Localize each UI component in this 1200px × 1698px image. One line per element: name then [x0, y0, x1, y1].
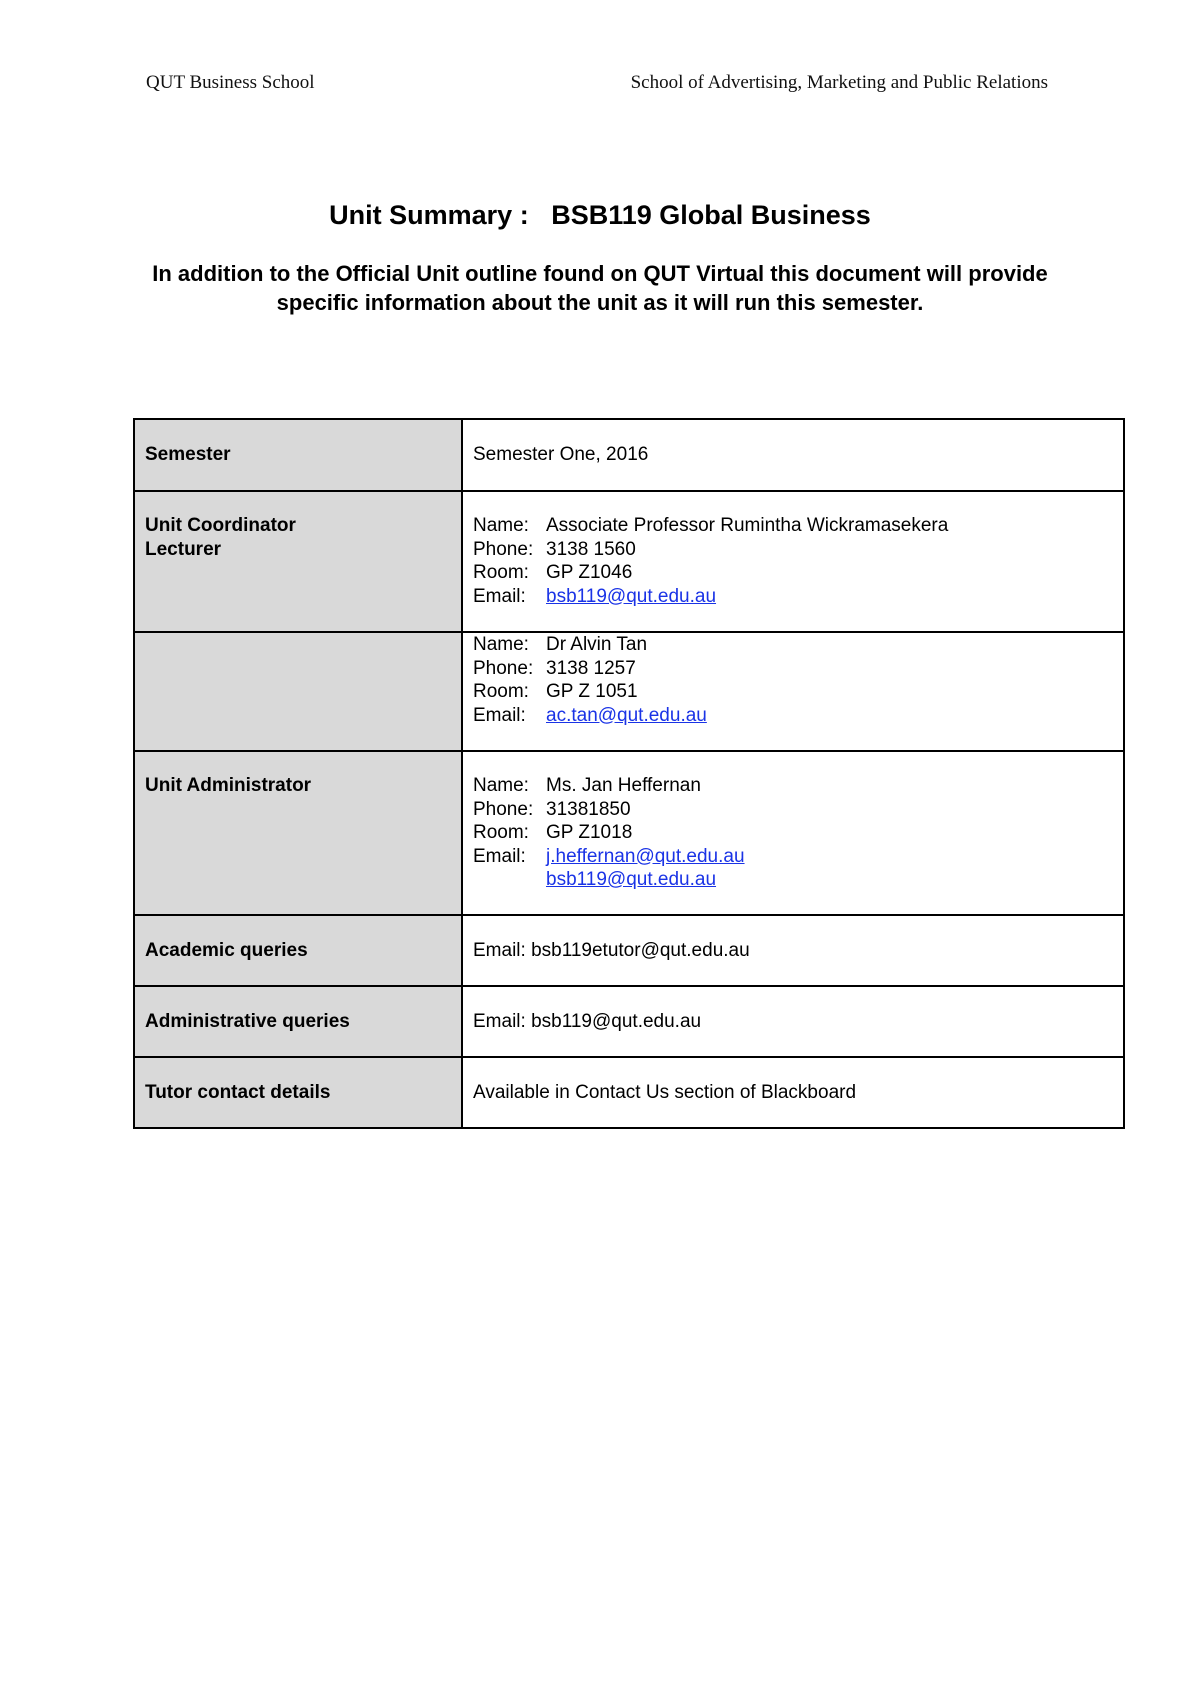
coordinator-contact-cell	[462, 491, 1124, 632]
lecturer-label-cell	[134, 632, 462, 751]
administrative-label-cell	[134, 986, 462, 1057]
table-row-lecturer	[134, 632, 1124, 751]
lecturer-label: Lecturer	[145, 538, 222, 560]
phone-key: Phone:	[473, 538, 534, 560]
coordinator-name: Associate Professor Rumintha Wickramasekera	[546, 515, 949, 536]
semester-value: Semester One, 2016	[473, 444, 649, 465]
header-department: School of Advertising, Marketing and Public Relations	[630, 72, 1048, 93]
coordinator-phone: 3138 1560	[546, 538, 636, 560]
administrative-queries-email: Email: bsb119@qut.edu.au	[473, 1010, 702, 1032]
table-row-administrator	[134, 751, 1124, 915]
lecturer-email-link[interactable]: ac.tan@qut.edu.au	[546, 704, 707, 726]
email-key: Email:	[473, 704, 526, 726]
table-row-academic-queries	[134, 915, 1124, 986]
academic-queries-label: Academic queries	[145, 939, 308, 961]
tutor-label-cell	[134, 1057, 462, 1128]
lecturer-phone: 3138 1257	[546, 657, 636, 679]
administrative-queries-label: Administrative queries	[145, 1010, 350, 1032]
tutor-contact-label: Tutor contact details	[145, 1081, 331, 1103]
table-row-coordinator	[134, 491, 1124, 632]
document-title: Unit Summary : BSB119 Global Business	[329, 200, 871, 230]
tutor-value-cell	[462, 1057, 1124, 1128]
coordinator-room: GP Z1046	[546, 562, 633, 583]
administrator-name: Ms. Jan Heffernan	[546, 775, 701, 796]
coordinator-email-link[interactable]: bsb119@qut.edu.au	[546, 585, 717, 607]
room-key: Room:	[473, 822, 529, 843]
unit-email-link[interactable]: bsb119@qut.edu.au	[546, 869, 717, 890]
semester-label: Semester	[145, 444, 231, 465]
administrator-phone: 31381850	[546, 798, 631, 820]
email-key: Email:	[473, 845, 526, 867]
room-key: Room:	[473, 562, 529, 583]
coordinator-label: Unit Coordinator	[145, 515, 296, 536]
academic-label-cell	[134, 915, 462, 986]
lecturer-name: Dr Alvin Tan	[546, 634, 648, 655]
administrator-contact-cell	[462, 751, 1124, 915]
semester-value-cell	[462, 419, 1124, 491]
academic-value-cell	[462, 915, 1124, 986]
lecturer-room: GP Z 1051	[546, 681, 638, 702]
name-key: Name:	[473, 775, 529, 796]
administrator-label: Unit Administrator	[145, 775, 312, 796]
room-key: Room:	[473, 681, 529, 702]
table-row-tutor-contact	[134, 1057, 1124, 1128]
administrator-label-cell	[134, 751, 462, 915]
administrative-value-cell	[462, 986, 1124, 1057]
name-key: Name:	[473, 515, 529, 536]
administrator-room: GP Z1018	[546, 822, 633, 843]
intro-paragraph: In addition to the Official Unit outline found on QUT Virtual this document will provide specific information about the unit as it will run this semester.	[152, 261, 1048, 315]
tutor-contact-value: Available in Contact Us section of Blackboard	[473, 1081, 857, 1103]
academic-queries-email: Email: bsb119etutor@qut.edu.au	[473, 939, 750, 961]
semester-label-cell	[134, 419, 462, 491]
table-row-semester	[134, 419, 1124, 491]
lecturer-contact-cell	[462, 632, 1124, 751]
coordinator-label-cell	[134, 491, 462, 632]
table-row-administrative-queries	[134, 986, 1124, 1057]
phone-key: Phone:	[473, 657, 534, 679]
phone-key: Phone:	[473, 798, 534, 820]
administrator-email-link[interactable]: j.heffernan@qut.edu.au	[546, 845, 745, 867]
email-key: Email:	[473, 585, 526, 607]
header-school: QUT Business School	[146, 72, 315, 93]
name-key: Name:	[473, 634, 529, 655]
unit-summary-table	[133, 418, 1125, 1129]
